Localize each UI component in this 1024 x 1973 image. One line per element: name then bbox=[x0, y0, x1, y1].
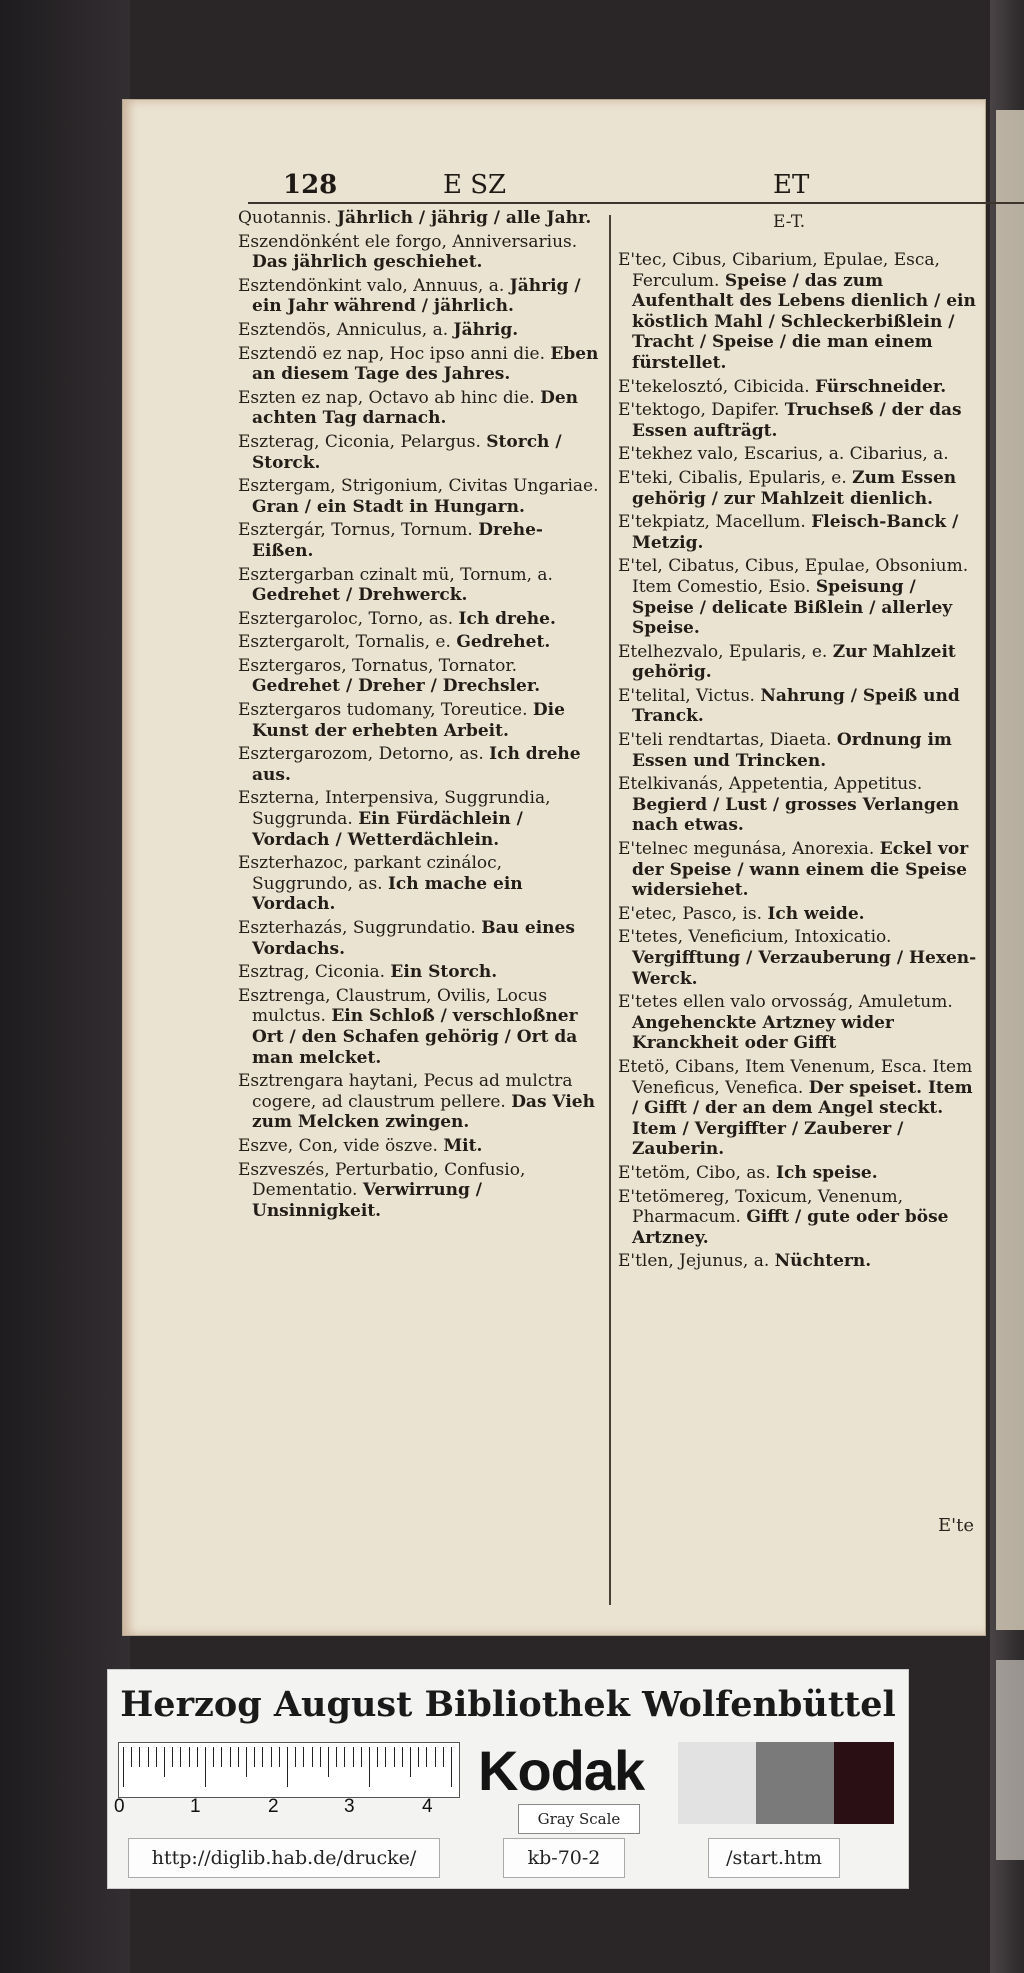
entry-headword: Esztergaros tudomany, Toreutice. bbox=[238, 700, 528, 721]
entry-headword: Eszve, Con, vide öszve. bbox=[238, 1135, 438, 1156]
ruler-tick bbox=[180, 1747, 181, 1767]
entry-headword: Esztendö ez nap, Hoc ipso anni die. bbox=[238, 343, 545, 364]
entry-headword: Eszendönként ele forgo, Anniversarius. bbox=[238, 231, 578, 252]
entry-translation: Eckel vor der Speise / wann einem die Speise widersiehet. bbox=[632, 839, 969, 901]
entry-translation: Ein Schloß / verschloßner Ort / den Schafen gehörig / Ort da man melcket. bbox=[252, 1006, 578, 1068]
entry-translation: Ich drehe aus. bbox=[252, 744, 581, 785]
ruler-tick bbox=[295, 1747, 296, 1767]
ruler-tick bbox=[123, 1747, 124, 1787]
dictionary-entry bbox=[618, 1163, 978, 1184]
entry-headword: E'tetöm, Cibo, as. bbox=[618, 1162, 771, 1183]
ruler-tick bbox=[246, 1747, 247, 1777]
entry-translation: Das Vieh zum Melcken zwingen. bbox=[252, 1091, 595, 1133]
entry-translation: Eben an diesem Tage des Jahres. bbox=[252, 343, 599, 385]
dictionary-entry bbox=[238, 1136, 603, 1157]
entry-translation: Die Kunst der erhebten Arbeit. bbox=[252, 700, 565, 741]
ruler-tick bbox=[394, 1747, 395, 1767]
ruler-tick bbox=[336, 1747, 337, 1767]
entry-translation: Nüchtern. bbox=[774, 1251, 872, 1272]
dictionary-entry bbox=[618, 992, 978, 1054]
entry-translation: Storch / Storck. bbox=[252, 431, 562, 473]
entry-headword: E'teli rendtartas, Diaeta. bbox=[618, 730, 832, 751]
dictionary-entry bbox=[618, 400, 978, 441]
entry-translation: Nahrung / Speiß und Tranck. bbox=[632, 685, 960, 727]
ruler-number: 2 bbox=[268, 1796, 279, 1817]
entry-headword: E'tetes, Veneficium, Intoxicatio. bbox=[618, 927, 892, 948]
dictionary-entry bbox=[238, 700, 603, 741]
dictionary-entry bbox=[238, 962, 603, 983]
entry-headword: Esztrengara haytani, Pecus ad mulctra cogere, ad claustrum pellere. bbox=[238, 1071, 573, 1112]
ruler-tick bbox=[148, 1747, 149, 1767]
dictionary-entry bbox=[238, 320, 603, 341]
right-column-subhead: E-T. bbox=[773, 212, 806, 232]
dictionary-entry bbox=[618, 642, 978, 683]
ruler-tick bbox=[271, 1747, 272, 1767]
ruler-tick bbox=[262, 1747, 263, 1767]
shelfmark-link[interactable]: kb-70-2 bbox=[503, 1838, 625, 1878]
entry-headword: E'tekhez valo, Escarius, a. Cibarius, a. bbox=[618, 444, 949, 465]
dictionary-entry bbox=[618, 1251, 978, 1272]
ruler-tick bbox=[164, 1747, 165, 1777]
ruler-tick bbox=[254, 1747, 255, 1767]
dictionary-entry bbox=[618, 774, 978, 836]
gray-scale-label: Gray Scale bbox=[518, 1804, 640, 1834]
dictionary-entry bbox=[618, 1057, 978, 1160]
entry-headword: Esztergarozom, Detorno, as. bbox=[238, 744, 484, 765]
entry-headword: E'tec, Cibus, Cibarium, Epulae, Esca, Ferculum. bbox=[618, 250, 940, 291]
ruler-tick bbox=[131, 1747, 132, 1767]
ruler-tick bbox=[279, 1747, 280, 1767]
kodak-logo: Kodak bbox=[478, 1739, 645, 1802]
entry-translation: Zur Mahlzeit gehörig. bbox=[632, 641, 956, 683]
dictionary-entry bbox=[238, 520, 603, 561]
book-page bbox=[123, 100, 985, 1635]
ruler-tick bbox=[172, 1747, 173, 1767]
entry-headword: Eszterag, Ciconia, Pelargus. bbox=[238, 431, 481, 452]
dictionary-entry bbox=[618, 444, 978, 465]
ruler-tick bbox=[303, 1747, 304, 1767]
entry-translation: Der speiset. Item / Gifft / der an dem Angel steckt. Item / Vergiffter / Zauberer / Zauberin. bbox=[632, 1077, 973, 1160]
dictionary-entry bbox=[238, 788, 603, 850]
entry-headword: E'tlen, Jejunus, a. bbox=[618, 1251, 770, 1272]
dictionary-entry bbox=[618, 904, 978, 925]
entry-translation: Jährig. bbox=[453, 319, 519, 340]
dictionary-entry bbox=[618, 686, 978, 727]
light-gray-swatch bbox=[678, 1742, 756, 1824]
dictionary-entry bbox=[618, 377, 978, 398]
ruler-tick bbox=[205, 1747, 206, 1787]
entry-headword: E'tel, Cibatus, Cibus, Epulae, Obsonium. Item Comestio, Esio. bbox=[618, 556, 969, 597]
entry-headword: E'tekpiatz, Macellum. bbox=[618, 512, 806, 533]
ruler-tick bbox=[410, 1747, 411, 1777]
entry-headword: Eszterhazoc, parkant czináloc, Suggrundo, as. bbox=[238, 853, 503, 894]
dictionary-entry bbox=[238, 388, 603, 429]
dictionary-entry bbox=[238, 656, 603, 697]
entry-headword: E'tekelosztó, Cibicida. bbox=[618, 376, 810, 397]
entry-translation: Fleisch-Banck / Metzig. bbox=[632, 512, 959, 553]
entry-translation: Speise / das zum Aufenthalt des Lebens dienlich / ein köstlich Mahl / Schleckerbißlein / Tracht / Speise / die man einem fürstellet. bbox=[632, 270, 976, 373]
entry-translation: Ich speise. bbox=[776, 1162, 878, 1183]
entry-headword: Esztrenga, Claustrum, Ovilis, Locus mulctus. bbox=[238, 985, 548, 1027]
dictionary-entry bbox=[238, 432, 603, 473]
entry-headword: E'telnec megunása, Anorexia. bbox=[618, 839, 875, 860]
start-link[interactable]: /start.htm bbox=[708, 1838, 840, 1878]
entry-translation: Truchseß / der das Essen aufträgt. bbox=[632, 400, 962, 441]
entry-headword: Esztergam, Strigonium, Civitas Ungariae. bbox=[238, 476, 599, 497]
mid-gray-swatch bbox=[756, 1742, 834, 1824]
ruler-tick bbox=[238, 1747, 239, 1767]
dictionary-entry bbox=[238, 744, 603, 785]
dictionary-entry bbox=[238, 1160, 603, 1222]
left-column-head: E SZ bbox=[443, 170, 507, 200]
ruler-number: 0 bbox=[114, 1796, 125, 1817]
ruler-tick bbox=[139, 1747, 140, 1767]
entry-translation: Das jährlich geschiehet. bbox=[252, 252, 483, 273]
entry-headword: E'tektogo, Dapifer. bbox=[618, 400, 780, 421]
ruler-tick bbox=[344, 1747, 345, 1767]
entry-translation: Angehenckte Artzney wider Kranckheit oder Gifft bbox=[632, 1012, 894, 1054]
running-header bbox=[123, 170, 985, 206]
ruler-tick bbox=[361, 1747, 362, 1767]
dictionary-entry bbox=[618, 250, 978, 374]
entry-translation: Ich weide. bbox=[767, 903, 865, 924]
entry-translation: Gedrehet. bbox=[456, 632, 551, 653]
entry-headword: Eszten ez nap, Octavo ab hinc die. bbox=[238, 387, 535, 408]
next-page-edge-lower bbox=[996, 1660, 1024, 1860]
entry-translation: Ein Storch. bbox=[390, 962, 498, 983]
entry-translation: Gedrehet / Drehwerck. bbox=[252, 585, 468, 606]
ruler-tick bbox=[426, 1747, 427, 1767]
ruler-tick bbox=[197, 1747, 198, 1767]
ruler-number: 1 bbox=[190, 1796, 201, 1817]
dictionary-entry bbox=[238, 232, 603, 273]
dictionary-entry bbox=[238, 1071, 603, 1133]
entry-translation: Fürschneider. bbox=[815, 376, 947, 397]
ruler-tick bbox=[287, 1747, 288, 1787]
library-color-card bbox=[108, 1670, 908, 1888]
dictionary-entry bbox=[618, 468, 978, 509]
entry-translation: Gifft / gute oder böse Artzney. bbox=[632, 1207, 949, 1248]
ruler-tick bbox=[402, 1747, 403, 1767]
dictionary-entry bbox=[618, 512, 978, 553]
left-column bbox=[238, 208, 603, 1224]
dictionary-entry bbox=[238, 609, 603, 630]
right-column-head: ET bbox=[773, 170, 810, 200]
entry-headword: E'tetömereg, Toxicum, Venenum, Pharmacum. bbox=[618, 1186, 903, 1228]
entry-headword: Esztergaroloc, Torno, as. bbox=[238, 608, 454, 629]
entry-translation: Speisung / Speise / delicate Bißlein / allerley Speise. bbox=[632, 576, 953, 639]
entry-headword: Esztrag, Ciconia. bbox=[238, 962, 385, 983]
dictionary-entry bbox=[618, 839, 978, 901]
library-name: Herzog August Bibliothek Wolfenbüttel bbox=[120, 1684, 896, 1725]
entry-headword: Esztendönkint valo, Annuus, a. bbox=[238, 275, 505, 296]
ruler-tick bbox=[353, 1747, 354, 1767]
entry-translation: Drehe-Eißen. bbox=[252, 520, 543, 561]
entry-headword: Esztendös, Anniculus, a. bbox=[238, 319, 449, 340]
ruler-tick bbox=[377, 1747, 378, 1767]
entry-headword: Etelkivanás, Appetentia, Appetitus. bbox=[618, 774, 923, 795]
dictionary-entry bbox=[238, 344, 603, 385]
ruler-tick bbox=[369, 1747, 370, 1787]
entry-translation: Den achten Tag darnach. bbox=[252, 387, 578, 429]
ruler-tick bbox=[221, 1747, 222, 1767]
ruler-tick bbox=[435, 1747, 436, 1767]
dictionary-entry bbox=[618, 1187, 978, 1249]
dictionary-entry bbox=[618, 556, 978, 638]
ruler-numbers bbox=[114, 1796, 458, 1826]
dictionary-entry bbox=[238, 208, 603, 229]
ruler-tick bbox=[213, 1747, 214, 1767]
dictionary-entry bbox=[238, 565, 603, 606]
entry-headword: Eszterhazás, Suggrundatio. bbox=[238, 918, 476, 938]
url-link[interactable]: http://diglib.hab.de/drucke/ bbox=[128, 1838, 440, 1878]
entry-headword: Quotannis. bbox=[238, 208, 332, 228]
entry-translation: Jährig / ein Jahr während / jährlich. bbox=[252, 275, 581, 317]
ruler-tick bbox=[189, 1747, 190, 1767]
entry-headword: E'tetes ellen valo orvosság, Amuletum. bbox=[618, 992, 953, 1013]
entry-headword: Eszterna, Interpensiva, Suggrundia, Suggrunda. bbox=[238, 788, 551, 830]
entry-translation: Mit. bbox=[443, 1135, 483, 1156]
ruler-tick bbox=[312, 1747, 313, 1767]
entry-translation: Jährlich / jährig / alle Jahr. bbox=[336, 208, 592, 228]
dictionary-entry bbox=[238, 918, 603, 959]
ruler-tick bbox=[451, 1747, 452, 1787]
entry-translation: Ich drehe. bbox=[458, 608, 556, 629]
ruler-tick bbox=[156, 1747, 157, 1767]
entry-headword: Esztergarolt, Tornalis, e. bbox=[238, 632, 451, 653]
catchword: E'te bbox=[938, 1515, 974, 1536]
entry-headword: E'telital, Victus. bbox=[618, 685, 755, 706]
column-divider bbox=[609, 215, 611, 1605]
entry-translation: Ich mache ein Vordach. bbox=[252, 873, 523, 915]
entry-translation: Gedrehet / Dreher / Drechsler. bbox=[252, 676, 541, 697]
ruler-number: 4 bbox=[422, 1796, 433, 1817]
ruler-number: 3 bbox=[344, 1796, 355, 1817]
entry-translation: Gran / ein Stadt in Hungarn. bbox=[252, 496, 525, 517]
page-number: 128 bbox=[283, 170, 338, 200]
entry-headword: Etetö, Cibans, Item Venenum, Esca. Item Veneficus, Venefica. bbox=[618, 1056, 973, 1098]
entry-headword: E'etec, Pasco, is. bbox=[618, 903, 763, 924]
entry-headword: E'teki, Cibalis, Epularis, e. bbox=[618, 467, 847, 488]
entry-translation: Begierd / Lust / grosses Verlangen nach etwas. bbox=[632, 794, 959, 836]
dictionary-entry bbox=[238, 276, 603, 317]
ruler-tick bbox=[443, 1747, 444, 1767]
entry-translation: Ein Fürdächlein / Vordach / Wetterdächlein. bbox=[252, 809, 523, 850]
entry-headword: Esztergarban czinalt mü, Tornum, a. bbox=[238, 564, 553, 585]
header-rule bbox=[248, 202, 1024, 204]
dictionary-entry bbox=[618, 927, 978, 989]
ruler-tick bbox=[328, 1747, 329, 1777]
ruler-tick bbox=[385, 1747, 386, 1767]
right-column bbox=[618, 250, 978, 1275]
dark-swatch bbox=[834, 1742, 894, 1824]
next-page-edge bbox=[996, 110, 1024, 1630]
dictionary-entry bbox=[238, 853, 603, 915]
ruler-tick bbox=[320, 1747, 321, 1767]
measurement-ruler bbox=[118, 1742, 460, 1798]
entry-translation: Ordnung im Essen und Trincken. bbox=[632, 730, 952, 771]
ruler-tick bbox=[230, 1747, 231, 1767]
entry-headword: Etelhezvalo, Epularis, e. bbox=[618, 641, 828, 662]
entry-headword: Esztergár, Tornus, Tornum. bbox=[238, 520, 473, 541]
dictionary-entry bbox=[618, 730, 978, 771]
dictionary-entry bbox=[238, 632, 603, 653]
entry-translation: Zum Essen gehörig / zur Mahlzeit dienlich. bbox=[632, 467, 957, 509]
ruler-tick bbox=[418, 1747, 419, 1767]
entry-headword: Eszveszés, Perturbatio, Confusio, Dementatio. bbox=[238, 1159, 526, 1201]
entry-headword: Esztergaros, Tornatus, Tornator. bbox=[238, 655, 517, 676]
entry-translation: Verwirrung / Unsinnigkeit. bbox=[252, 1180, 482, 1221]
dictionary-entry bbox=[238, 986, 603, 1068]
dictionary-entry bbox=[238, 476, 603, 517]
entry-translation: Vergifftung / Verzauberung / Hexen-Werck. bbox=[632, 948, 977, 989]
entry-translation: Bau eines Vordachs. bbox=[252, 918, 575, 959]
